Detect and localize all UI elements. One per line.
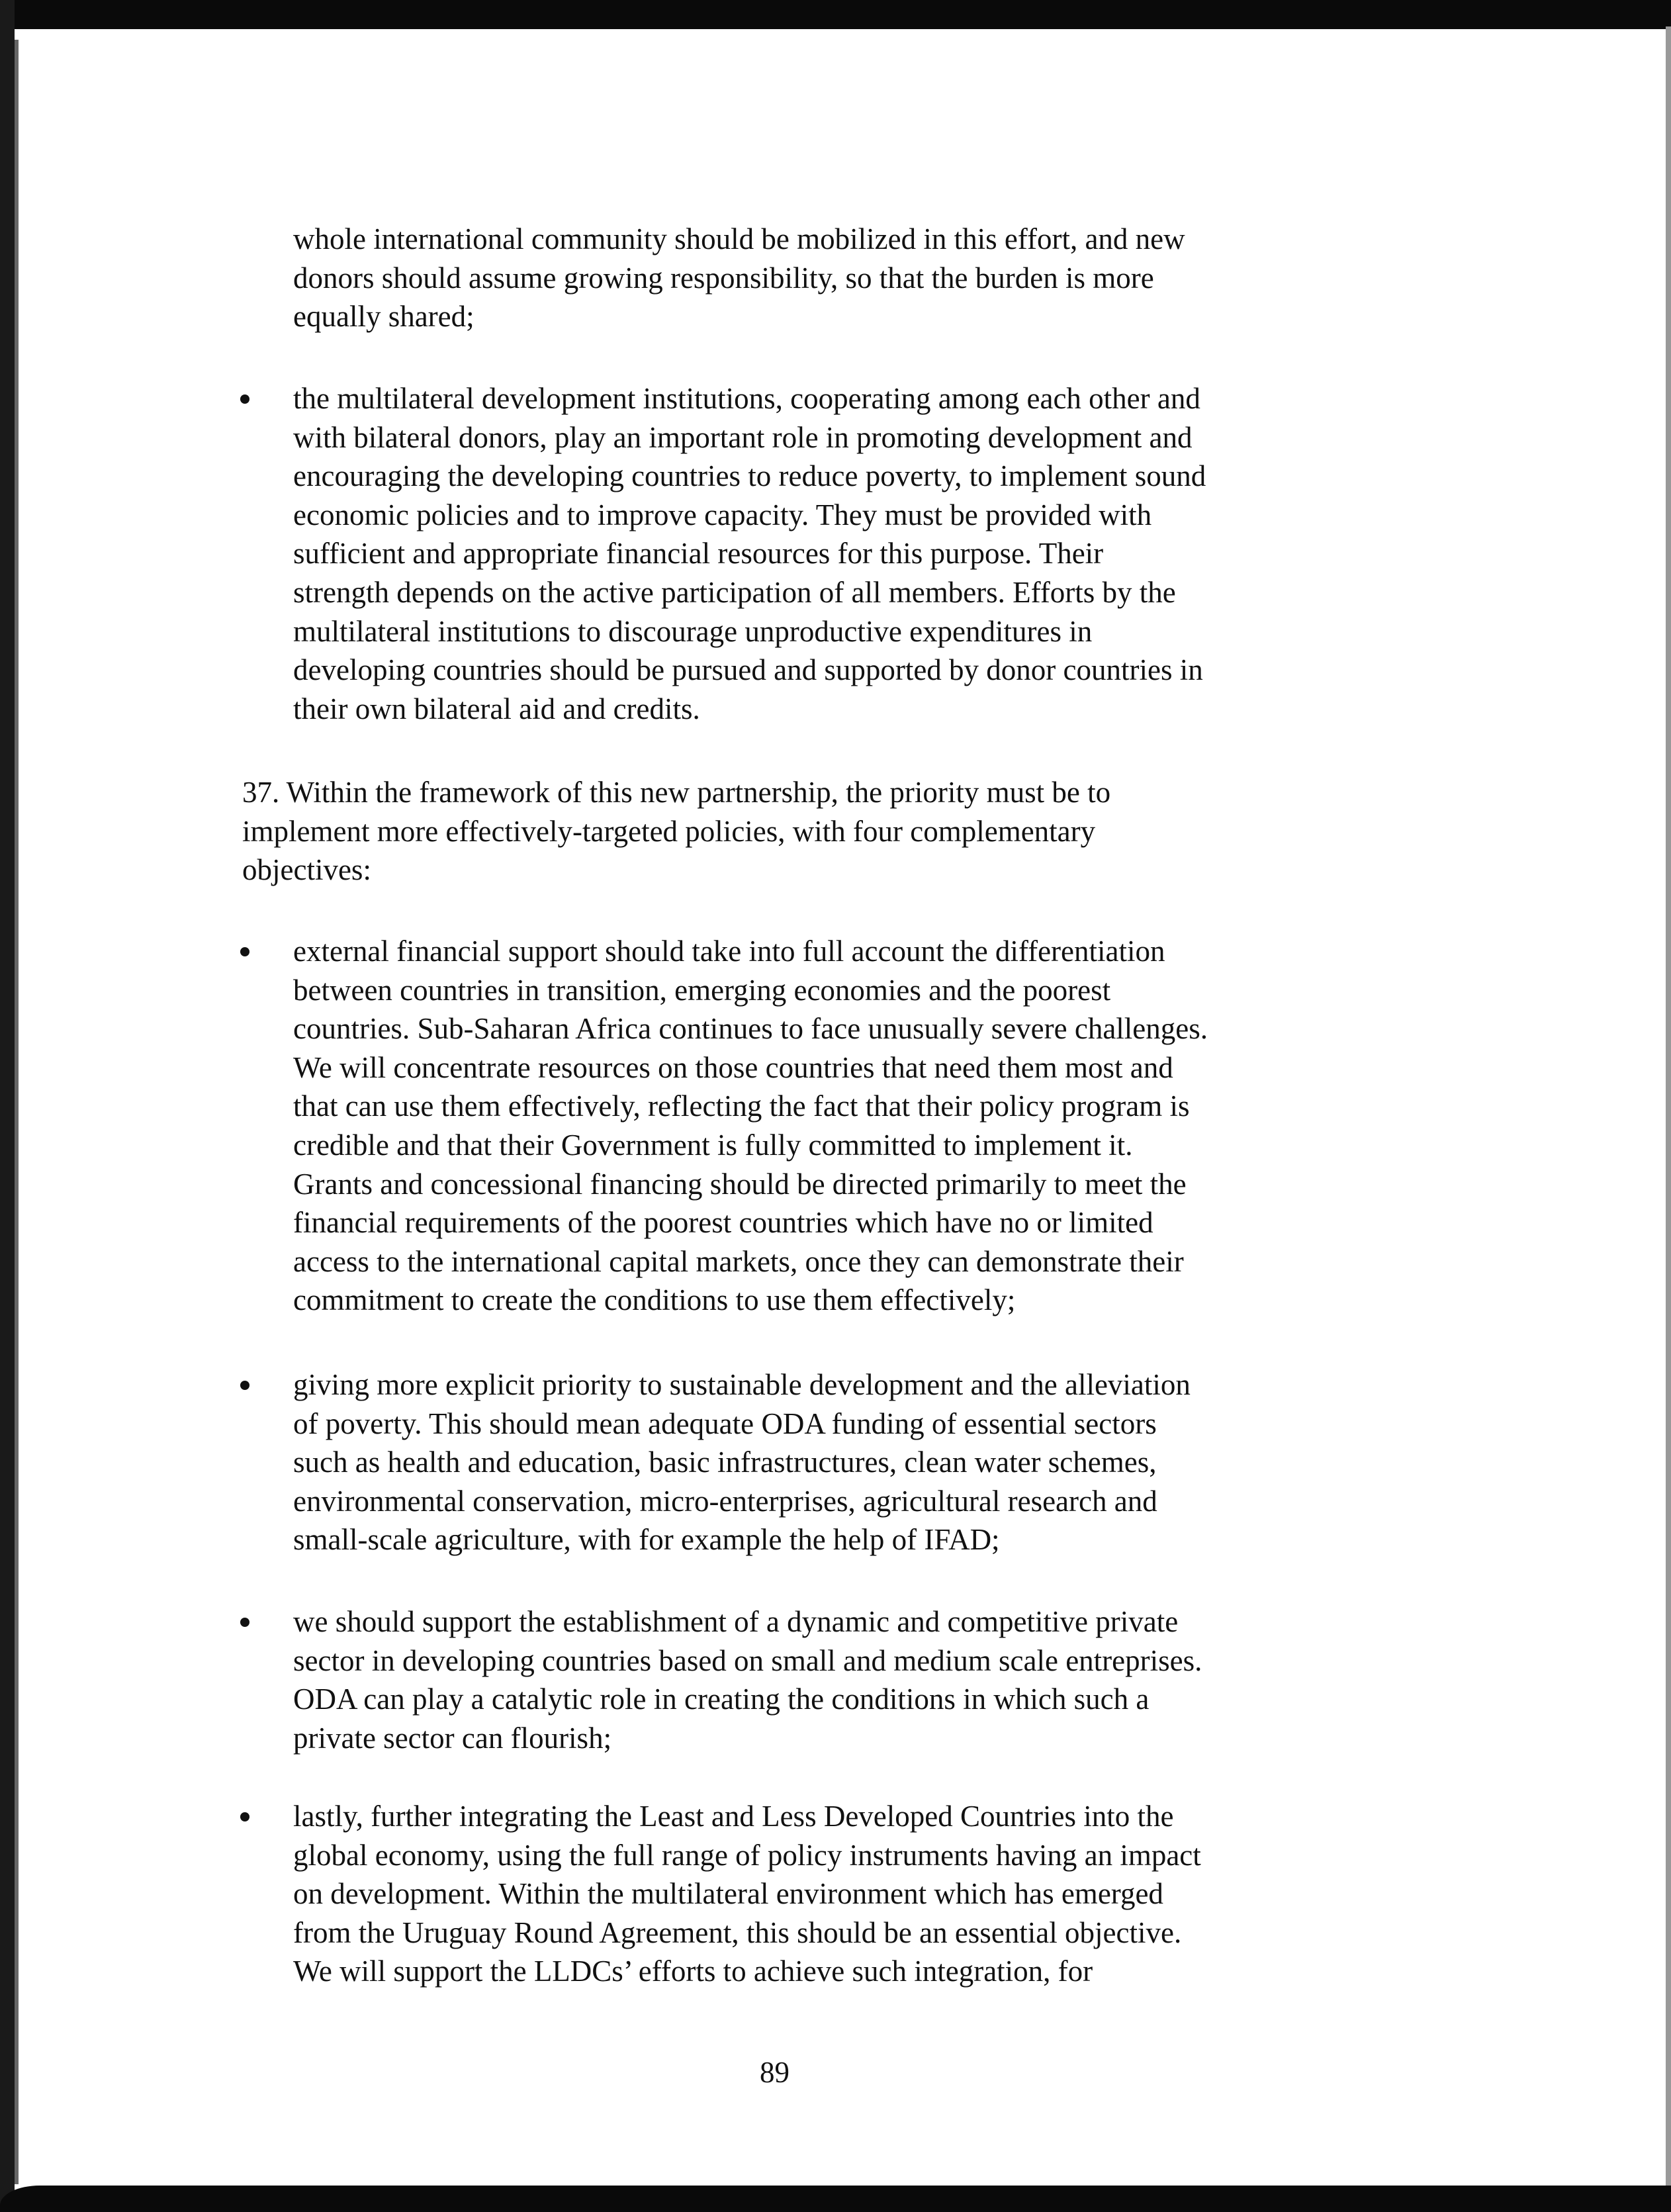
paragraph-continuation [293, 220, 1185, 336]
text-line: credible and that their Government is fully committed to implement it. [293, 1128, 1133, 1162]
text-line: their own bilateral aid and credits. [293, 692, 700, 725]
text-line: from the Uruguay Round Agreement, this should be an essential objective. [293, 1915, 1182, 1949]
text-line: lastly, further integrating the Least and Less Developed Countries into the [293, 1800, 1174, 1833]
text-line: environmental conservation, micro-enterprises, agricultural research and [293, 1484, 1157, 1518]
text-line: We will concentrate resources on those countries that need them most and [293, 1050, 1173, 1084]
bullet-dot-icon [240, 394, 249, 404]
text-line: financial requirements of the poorest countries which have no or limited [293, 1206, 1153, 1240]
text-line: private sector can flourish; [293, 1721, 612, 1755]
text-line: giving more explicit priority to sustainable development and the alleviation [293, 1368, 1191, 1401]
scan-left-shadow [15, 40, 19, 2184]
bullet-dot-icon [240, 947, 249, 956]
text-line: donors should assume growing responsibility, so that the burden is more [293, 261, 1154, 295]
paragraph-37 [242, 773, 1110, 890]
text-line: of poverty. This should mean adequate ODA funding of essential sectors [293, 1406, 1157, 1440]
text-line: whole international community should be mobilized in this effort, and new [293, 222, 1185, 255]
text-line: developing countries should be pursued and supported by donor countries in [293, 653, 1203, 687]
text-line: external financial support should take into full account the differentiation [293, 935, 1165, 968]
text-line: that can use them effectively, reflecting the fact that their policy program is [293, 1089, 1190, 1123]
text-line: sector in developing countries based on small and medium scale entreprises. [293, 1643, 1202, 1677]
bullet-dot-icon [240, 1618, 249, 1627]
text-line: strength depends on the active participation of all members. Efforts by the [293, 575, 1176, 609]
text-line: 37. Within the framework of this new partnership, the priority must be to [242, 776, 1111, 809]
bullet-sustainable-development [293, 1365, 1191, 1559]
text-line: access to the international capital markets, once they can demonstrate their [293, 1244, 1184, 1278]
page-number: 89 [760, 2056, 790, 2089]
text-line: multilateral institutions to discourage unproductive expenditures in [293, 614, 1093, 648]
scan-left-border [0, 0, 15, 2212]
text-line: on development. Within the multilateral environment which has emerged [293, 1877, 1163, 1911]
scan-right-border [1666, 26, 1671, 2212]
text-line: commitment to create the conditions to use them effectively; [293, 1283, 1016, 1317]
scan-bottom-border [0, 2186, 1671, 2212]
bullet-private-sector [293, 1602, 1202, 1757]
text-line: countries. Sub-Saharan Africa continues to face unusually severe challenges. [293, 1012, 1208, 1046]
text-line: global economy, using the full range of policy instruments having an impact [293, 1838, 1201, 1872]
bullet-integration-lldcs [293, 1797, 1201, 1991]
text-line: we should support the establishment of a dynamic and competitive private [293, 1605, 1179, 1638]
text-line: small-scale agriculture, with for example the help of IFAD; [293, 1523, 1000, 1557]
text-line: objectives: [242, 853, 371, 887]
text-line: encouraging the developing countries to reduce poverty, to implement sound [293, 459, 1206, 493]
bullet-external-financial-support [293, 932, 1208, 1320]
bullet-multilateral-institutions [293, 379, 1206, 728]
text-line: economic policies and to improve capacity. They must be provided with [293, 498, 1152, 531]
text-line: sufficient and appropriate financial resources for this purpose. Their [293, 537, 1104, 571]
bullet-dot-icon [240, 1812, 249, 1821]
text-line: We will support the LLDCs’ efforts to achieve such integration, for [293, 1955, 1093, 1988]
text-line: the multilateral development institutions, cooperating among each other and [293, 382, 1200, 415]
bullet-dot-icon [240, 1381, 249, 1390]
text-line: implement more effectively-targeted policies, with four complementary [242, 814, 1096, 848]
text-line: between countries in transition, emerging economies and the poorest [293, 973, 1111, 1007]
text-line: ODA can play a catalytic role in creating the conditions in which such a [293, 1682, 1150, 1716]
text-line: equally shared; [293, 300, 474, 334]
text-line: with bilateral donors, play an important role in promoting development and [293, 420, 1193, 454]
text-line: such as health and education, basic infrastructures, clean water schemes, [293, 1446, 1157, 1479]
scan-top-border [0, 0, 1671, 29]
text-line: Grants and concessional financing should be directed primarily to meet the [293, 1167, 1187, 1201]
